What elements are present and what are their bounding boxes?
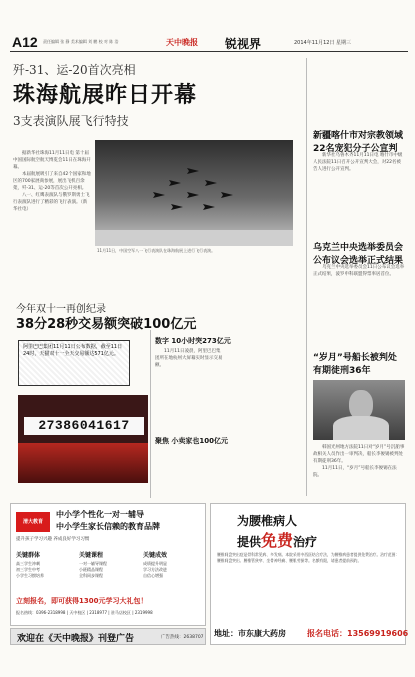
airshow-body bbox=[13, 150, 91, 275]
tutoring-ad bbox=[10, 503, 206, 626]
article-paragraph: 八一、红鹰表演队与俄罗斯勇士飞行表演队进行了精彩的飞行表演。（新华社电） bbox=[13, 193, 90, 212]
banner-phone: 广告热线：2638707 bbox=[161, 635, 204, 640]
ad-column-heading: 关键课程 bbox=[79, 552, 104, 559]
ad-title: 中小学个性化一对一辅导 bbox=[56, 510, 144, 519]
captain-photo bbox=[313, 380, 405, 440]
ad-address: 地址：市东康大药房 bbox=[214, 629, 286, 638]
airshow-photo bbox=[95, 140, 293, 246]
news-title: “岁月”号船长被判处有期徒刑36年 bbox=[313, 353, 397, 376]
paper-logo: 天中晚报 bbox=[166, 37, 198, 47]
subheading: 数字 10小时突273亿元 bbox=[155, 337, 231, 345]
ad-column-item: 小学生习惯培养 bbox=[16, 573, 44, 578]
editor-credits: 责任编辑 张 静 美术编辑 刘 鹏 校 对 陈 浩 bbox=[43, 39, 119, 44]
ad-title-suffix: 治疗 bbox=[293, 535, 318, 549]
double11-body bbox=[155, 348, 223, 428]
sales-screen-photo bbox=[18, 395, 148, 483]
jet-formation-image bbox=[95, 140, 293, 246]
article-paragraph: 韩国光州地方法院11日对“岁月”号沉船事故相关人员作出一审判决，船长李俊锡被判处有期徒刑36年。 bbox=[313, 445, 405, 464]
article-paragraph: 本届航展吸引了来自42个国家和地区的700家展商参展，展出飞机百余架，歼-31、运-20等首次公开亮相。 bbox=[13, 172, 91, 191]
airshow-headline: 珠海航展昨日开幕 bbox=[13, 83, 198, 108]
double11-kicker: 今年双十一再创纪录 bbox=[16, 304, 106, 315]
banner-text: 欢迎在《天中晚报》刊登广告 bbox=[17, 634, 135, 644]
ad-column bbox=[79, 550, 107, 579]
column-divider bbox=[150, 330, 151, 498]
column-divider bbox=[306, 58, 307, 496]
double11-headline: 38分28秒交易额突破100亿元 bbox=[16, 317, 197, 332]
news-body bbox=[313, 444, 405, 496]
ad-title: 为腰椎病人 bbox=[237, 514, 298, 528]
article-paragraph: 11月11日凌晨，阿里巴巴集团所在地杭州大屏幕实时显示交易额。 bbox=[155, 349, 223, 368]
sales-counter: 27386041617 bbox=[24, 417, 144, 435]
photo-caption: 11月11日，中国空军八一飞行表演队在珠海航展上进行飞行表演。 bbox=[97, 248, 216, 253]
ad-body: 腰椎间盘突出症是骨科常见病、多发病。本院采用中西医结合疗法，为腰椎病患者提供免费治疗。治疗范围：腰椎间盘突出、腰椎管狭窄、坐骨神经痛、腰肌劳损等。名额有限，请患者提前预约。 bbox=[217, 552, 400, 563]
ad-logo: 清大教育 bbox=[16, 512, 50, 532]
ad-tagline: 提升孩子学习兴趣 养成良好学习习惯 bbox=[16, 537, 90, 542]
summary-box: 阿里巴巴集团11月11日公布数据，截至11日24时，天猫双十一全天交易额达571亿元。 bbox=[18, 340, 130, 386]
ad-column-item: 一对一辅导课程 bbox=[79, 561, 107, 566]
free-highlight: 免费 bbox=[261, 531, 294, 550]
ad-column-item: 自信心增强 bbox=[143, 573, 163, 578]
ad-column-item: 学习方法改进 bbox=[143, 567, 167, 572]
page-header bbox=[10, 34, 408, 52]
news-title: 新疆喀什市对宗教领域22名宠犯分子公宣判 bbox=[313, 131, 404, 154]
portrait-body bbox=[333, 416, 389, 440]
section-title: 锐视界 bbox=[225, 37, 262, 51]
news-body bbox=[313, 264, 405, 344]
article-paragraph: 乌克兰中央选举委员会11日公布议会选举正式结果，波罗申科联盟得票率居首位。 bbox=[313, 265, 405, 277]
news-body bbox=[313, 152, 405, 232]
screen-backdrop bbox=[18, 443, 148, 483]
ad-title bbox=[237, 528, 317, 551]
ad-column-item: 全科同步课程 bbox=[79, 573, 103, 578]
ad-column-heading: 关键群体 bbox=[16, 552, 41, 559]
ad-column-item: 小班精品课程 bbox=[79, 567, 103, 572]
ad-promo: 立刻报名，即可获得1300元学习大礼包！ bbox=[16, 597, 148, 605]
ad-title-prefix: 提供 bbox=[237, 535, 262, 549]
subheading: 聚焦 小卖家也100亿元 bbox=[155, 437, 229, 445]
clinic-ad bbox=[210, 503, 409, 645]
ad-title: 中小学生家长信赖的教育品牌 bbox=[56, 522, 160, 531]
ad-column-heading: 关键成效 bbox=[143, 552, 168, 559]
ad-banner bbox=[10, 628, 206, 645]
ad-column-item: 高三学生冲刺 bbox=[16, 561, 40, 566]
ad-column bbox=[143, 550, 167, 579]
airshow-kicker: 歼-31、运-20首次亮相 bbox=[13, 63, 136, 77]
article-paragraph: 新华社乌鲁木齐11月11日电 喀什市中级人民法院11日召开公开宣判大会，对22名被告人进行公开宣判。 bbox=[313, 153, 403, 172]
airshow-subhead: 3支表演队展飞行特技 bbox=[13, 114, 129, 128]
ad-phone: 报名电话：13569919606 bbox=[307, 629, 409, 638]
article-paragraph: 11月11日，“岁月”号船长李俊锡在法院。 bbox=[313, 466, 397, 478]
issue-date: 2014年11月12日 星期三 bbox=[294, 40, 352, 46]
ad-column-item: 初三学生中考 bbox=[16, 567, 40, 572]
ad-column bbox=[16, 550, 44, 579]
page-number: A12 bbox=[12, 34, 38, 50]
article-paragraph: 据新华社珠海11月11日电 第十届中国国际航空航天博览会11日在珠海开幕。 bbox=[13, 151, 91, 170]
news-title: 乌克兰中央选举委员会公布议会选举正式结果 bbox=[313, 243, 404, 266]
ad-column-item: 成绩提升明显 bbox=[143, 561, 167, 566]
ad-phone: 报名热线：0396-2318998 | 天中校区 | 2318977 | 驻马店校区 | 2319998 bbox=[16, 610, 153, 615]
